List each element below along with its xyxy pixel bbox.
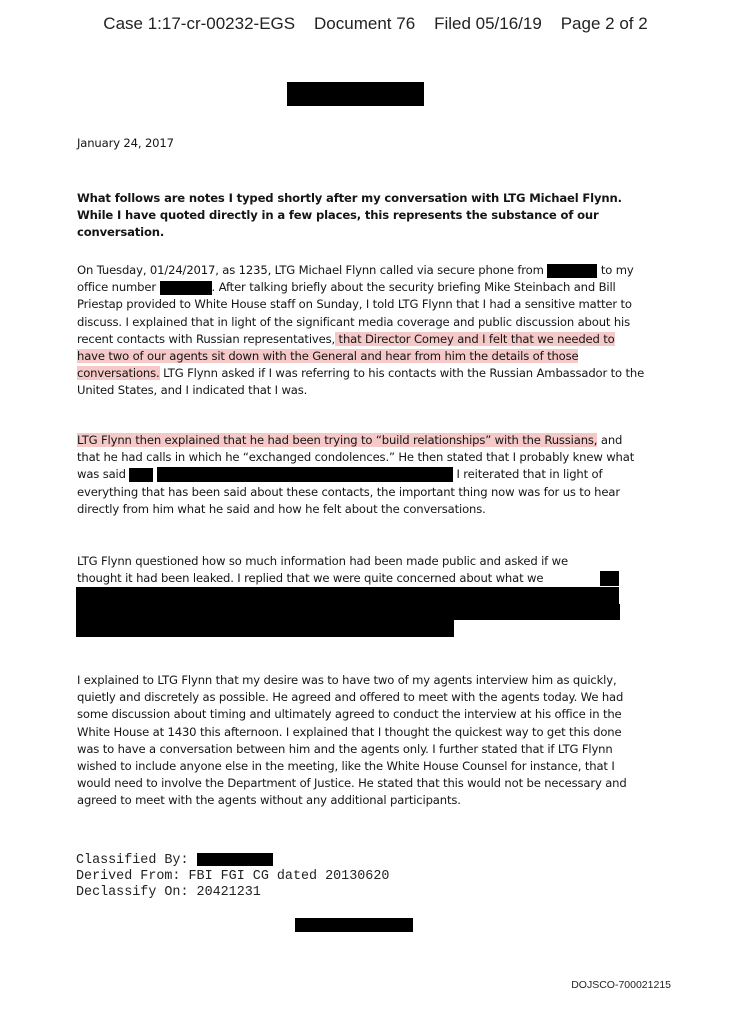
p2-highlighted-text: LTG Flynn then explained that he had been trying to “build relationships” with the Russians,	[77, 433, 598, 447]
document-number: Document 76	[314, 14, 416, 33]
paragraph-3: LTG Flynn questioned how so much information had been made public and asked if we thought it had been leaked. I replied that we were quite concerned about what we	[77, 554, 568, 586]
redaction-phone-location	[547, 264, 597, 278]
redaction-p3-d	[76, 620, 454, 637]
paragraph-2	[77, 432, 637, 518]
p1-highlighted-text: that Director Comey and I felt that we needed to have two of our agents sit down with the General and hear from him the details of those conversations.	[77, 331, 615, 381]
derived-from-line: Derived From: FBI FGI CG dated 20130620	[76, 869, 390, 884]
memo-intro: What follows are notes I typed shortly after my conversation with LTG Michael Flynn. While I have quoted directly in a few places, this represents the substance of our conversation.	[77, 191, 622, 240]
court-filing-header	[0, 14, 751, 34]
declassify-on-line: Declassify On: 20421231	[76, 885, 261, 900]
redaction-classifier	[197, 853, 273, 866]
case-number: Case 1:17-cr-00232-EGS	[103, 14, 296, 33]
filed-date: Filed 05/16/19	[434, 14, 542, 33]
redaction-p3-c	[76, 604, 620, 620]
p1-text-b: to my office number	[77, 263, 634, 295]
redaction-bottom	[295, 918, 413, 932]
bates-number: DOJSCO-700021215	[571, 979, 671, 991]
p1-text-c: . After talking briefly about the security briefing Mike Steinbach and Bill Priestap provided to White House staff on Sunday, I told LTG Flynn that I had a sensitive matter to discuss. I explained that in light of the significant media coverage and public discussion about his recent contacts with Russian representatives,	[77, 280, 632, 346]
redaction-top	[287, 82, 424, 106]
redaction-p3-a	[600, 571, 619, 586]
paragraph-4: I explained to LTG Flynn that my desire was to have two of my agents interview him as quickly, quietly and discretely as possible. He agreed and offered to meet with the agents today. We had some discussion about timing and ultimately agreed to conduct the interview at his office in the White House at 1430 this afternoon. I explained that I thought the quickest way to get this done was to have a conversation between him and the agents only. I further stated that if LTG Flynn wished to include anyone else in the meeting, like the White House Counsel for instance, that I would need to involve the Department of Justice. He stated that this would not be necessary and agreed to meet with the agents without any additional participants.	[77, 673, 627, 808]
p1-text-a: On Tuesday, 01/24/2017, as 1235, LTG Michael Flynn called via secure phone from	[77, 263, 544, 277]
p2-text-a: and that he had calls in which he “exchanged condolences.” He then stated that I probably knew what was said	[77, 433, 635, 482]
redaction-p2-line	[157, 467, 453, 482]
p2-text-b: I reiterated that in light of everything that has been said about these contacts, the important thing now was for us to hear directly from him what he said and how he felt about the conversations.	[77, 467, 620, 516]
page-number: Page 2 of 2	[560, 14, 648, 33]
redaction-p2-end-line	[129, 468, 153, 482]
classified-by-line	[76, 853, 273, 870]
memo-date: January 24, 2017	[77, 136, 174, 150]
redaction-p3-b	[76, 587, 619, 604]
redaction-office-number	[160, 281, 212, 295]
p1-text-d: LTG Flynn asked if I was referring to his contacts with the Russian Ambassador to the United States, and I indicated that I was.	[77, 366, 645, 398]
paragraph-1	[77, 262, 645, 400]
classified-by-label: Classified By:	[76, 853, 189, 869]
